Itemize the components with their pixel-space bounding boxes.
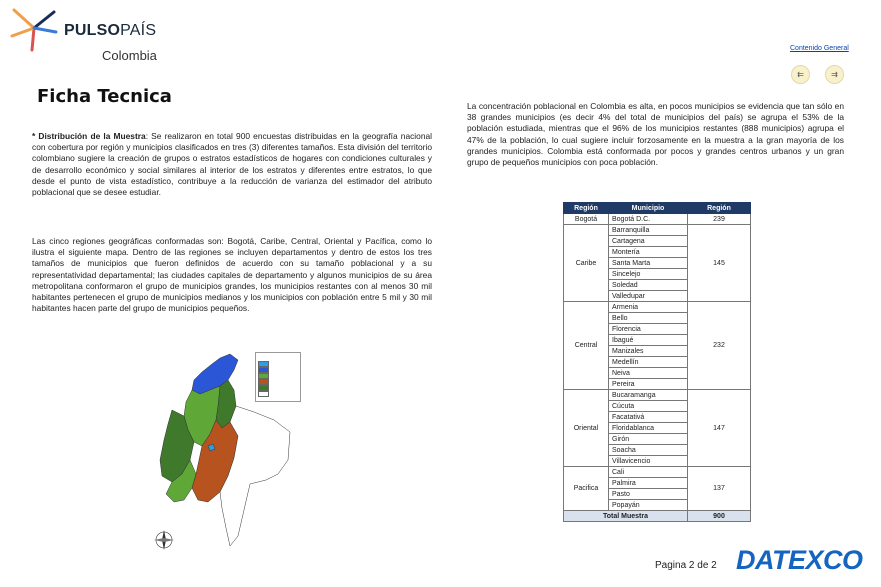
table-header-total: Región: [688, 203, 751, 214]
table-body: [564, 214, 751, 522]
table-cell-municipio: Villavicencio: [609, 456, 688, 467]
paragraph-body: : Se realizaron en total 900 encuestas distribuidas en la geografía nacional con cobertura por región y municipios clasificados en tres (3) diferentes tamaños. Esta división del territorio colombiano sugiere la creación de grupos o estratos estadísticos de hogares con condiciones culturales y de desarrollo económico y social similares al interior de los estratos y diferentes entre estratos, lo que desde el punto de vista estadístico, contribuye a la reducción de varianza del estimador del atributo poblacional que se desee estudiar.: [32, 131, 433, 198]
table-row: [564, 390, 751, 401]
table-cell-region: Bogotá: [564, 214, 609, 225]
paragraph-regiones: Las cinco regiones geográficas conformadas son: Bogotá, Caribe, Central, Oriental y Pacífica, como lo ilustra el siguiente mapa. Dentro de las regiones se incluyen departamentos y dentro de estos los tres tamaños de municipios que fueron definidos de acuerdo con su tamaño poblacional y a su representatividad departamental; las ciudades capitales de departamento y algunos municipios de su área metropolitana conformaron el grupo de municipios grandes, los municipios restantes con al menos 30 mil habitantes pertenecen el grupo de municipios medianos y los municipios con población entre 5 mil y 30 mil habitantes hacen parte del grupo de municipios pequeños.: [32, 236, 432, 314]
table-cell-municipio: Soacha: [609, 445, 688, 456]
datexco-logo: [736, 545, 876, 585]
legend-swatch-otros: [258, 391, 269, 397]
next-page-button[interactable]: [825, 65, 844, 84]
table-cell-region: Central: [564, 302, 609, 390]
table-cell-municipio: Palmira: [609, 478, 688, 489]
page-title: Ficha Tecnica: [37, 86, 172, 107]
table-cell-municipio: Cúcuta: [609, 401, 688, 412]
table-cell-total: 137: [688, 467, 751, 511]
table-cell-municipio: Bello: [609, 313, 688, 324]
legend-item-otros: [258, 391, 298, 397]
table-cell-municipio: Cali: [609, 467, 688, 478]
table-cell-municipio: Floridablanca: [609, 423, 688, 434]
paragraph-heading: * Distribución de la Muestra: [32, 131, 146, 141]
table-row: [564, 214, 751, 225]
logo-word-light: PAÍS: [120, 22, 157, 39]
table-total-value: 900: [688, 511, 751, 522]
table-cell-total: 145: [688, 225, 751, 302]
table-cell-municipio: Manizales: [609, 346, 688, 357]
compass-rose-icon: [154, 530, 174, 550]
logo-wordmark: [64, 22, 156, 40]
table-cell-municipio: Pereira: [609, 379, 688, 390]
table-row: [564, 467, 751, 478]
arrow-left-icon: ⇇: [797, 70, 804, 79]
table-cell-municipio: Ibagué: [609, 335, 688, 346]
table-cell-total: 232: [688, 302, 751, 390]
pulsopais-logo: [10, 2, 170, 64]
table-cell-region: Caribe: [564, 225, 609, 302]
table-cell-municipio: Medellín: [609, 357, 688, 368]
table-cell-municipio: Sincelejo: [609, 269, 688, 280]
paragraph-concentracion: La concentración poblacional en Colombia es alta, en pocos municipios se evidencia que tan sólo en 38 grandes municipios (es decir 4% del total de municipios del país) se agrupa el 53% de la población estudiada, mientras que el 96% de los municipios restantes (888 municipios) agrupa el 47% de la población, lo cual sugiere incluir forzosamente en la muestra a la gran mayoría de los grandes municipios. Colombia está conformada por pocos y grandes centros urbanos y un gran grupo de pequeños municipios con poca población.: [467, 101, 844, 168]
table-cell-total: 239: [688, 214, 751, 225]
table-row: [564, 225, 751, 236]
table-cell-municipio: Armenia: [609, 302, 688, 313]
table-cell-municipio: Valledupar: [609, 291, 688, 302]
sample-distribution-table: [563, 202, 751, 522]
map-legend: [255, 352, 301, 402]
table-cell-total: 147: [688, 390, 751, 467]
pulsopais-logo-mark: [10, 2, 60, 54]
prev-page-button[interactable]: [791, 65, 810, 84]
table-cell-municipio: Santa Marta: [609, 258, 688, 269]
paragraph-distribucion: [32, 131, 432, 198]
table-cell-municipio: Neiva: [609, 368, 688, 379]
legend-title: [258, 355, 298, 360]
table-cell-municipio: Montería: [609, 247, 688, 258]
table-total-row: [564, 511, 751, 522]
arrow-right-icon: ⇉: [831, 70, 838, 79]
table-total-label: Total Muestra: [564, 511, 688, 522]
table-header-municipio: Municipio: [609, 203, 688, 214]
page-number: Pagina 2 de 2: [655, 560, 717, 571]
table-cell-municipio: Barranquilla: [609, 225, 688, 236]
table-cell-municipio: Girón: [609, 434, 688, 445]
table-cell-municipio: Soledad: [609, 280, 688, 291]
table-cell-region: Pacifica: [564, 467, 609, 511]
table-header-region: Región: [564, 203, 609, 214]
table-cell-municipio: Popayán: [609, 500, 688, 511]
table-cell-municipio: Facatativá: [609, 412, 688, 423]
table-cell-municipio: Florencia: [609, 324, 688, 335]
table-cell-municipio: Bucaramanga: [609, 390, 688, 401]
datexco-wordmark: DATEXCO: [736, 545, 863, 575]
contenido-general-link[interactable]: Contenido General: [790, 45, 849, 52]
table-header-row: [564, 203, 751, 214]
table-cell-municipio: Pasto: [609, 489, 688, 500]
table-row: [564, 302, 751, 313]
table-cell-municipio: Cartagena: [609, 236, 688, 247]
table-cell-municipio: Bogotá D.C.: [609, 214, 688, 225]
table-cell-region: Oriental: [564, 390, 609, 467]
logo-word-bold: PULSO: [64, 22, 121, 39]
logo-country: Colombia: [102, 48, 157, 63]
